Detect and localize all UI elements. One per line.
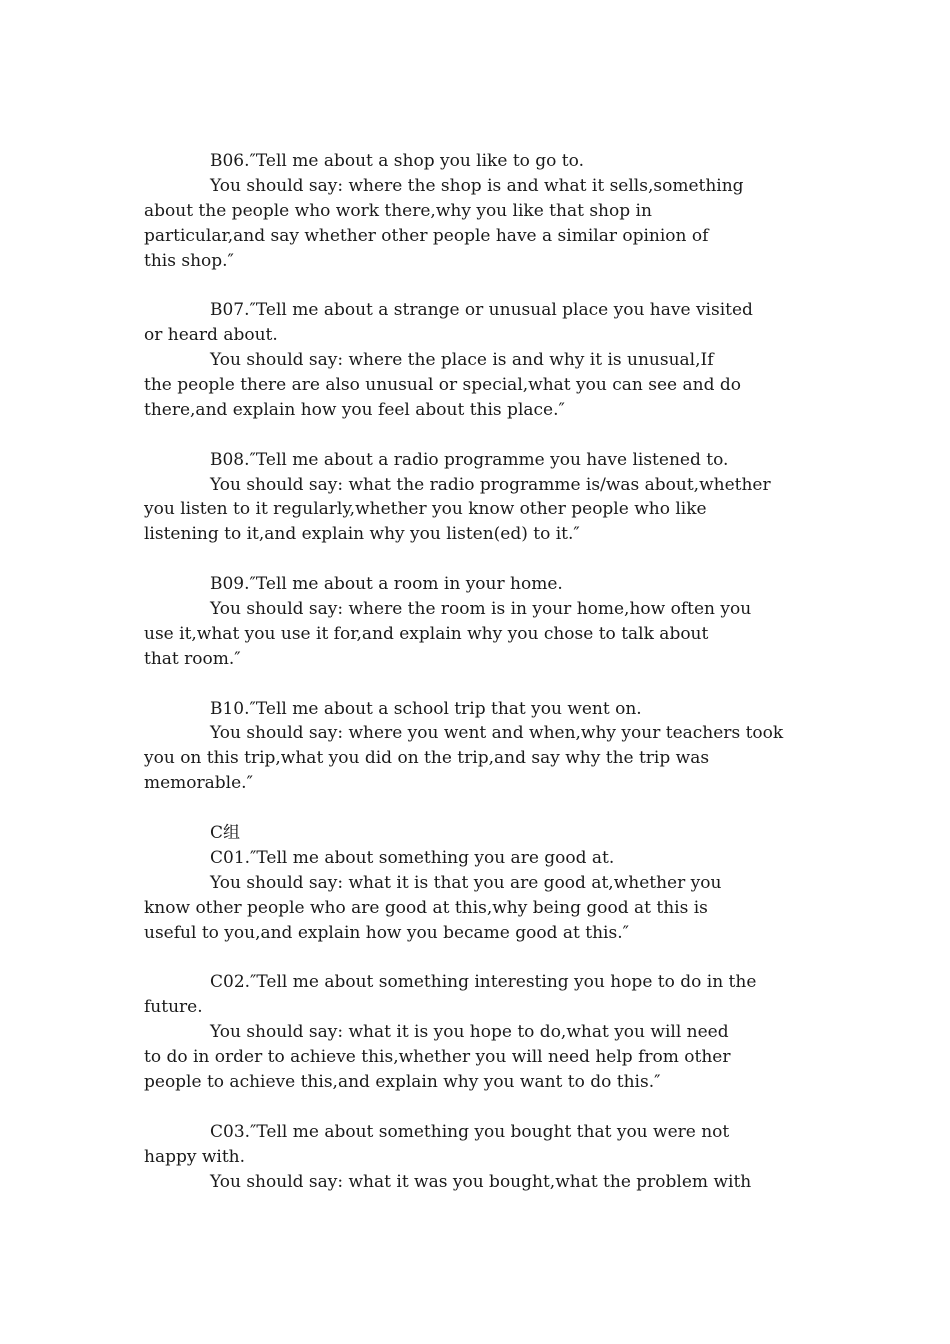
text-line: or heard about. [144,325,278,346]
text-line: to do in order to achieve this,whether you will need help from other [144,1047,731,1068]
text-line: you listen to it regularly,whether you know other people who like [144,499,707,520]
text-line: useful to you,and explain how you became good at this.″ [144,922,629,943]
text-line: B09.″Tell me about a room in your home. [210,574,563,595]
text-line: B08.″Tell me about a radio programme you have listened to. [210,449,729,470]
text-line: people to achieve this,and explain why you want to do this.″ [144,1071,661,1092]
text-line: You should say: what it is that you are good at,whether you [210,872,722,893]
question-c02 [144,970,814,1094]
text-line: C03.″Tell me about something you bought that you were not [210,1121,730,1142]
question-b10 [144,697,814,797]
paragraph-spacer [144,273,814,298]
paragraph-spacer [144,1095,814,1120]
question-c03 [144,1120,814,1195]
paragraph-spacer [144,423,814,448]
text-line: the people there are also unusual or special,what you can see and do [144,375,741,396]
text-line: You should say: where the room is in your home,how often you [210,599,752,620]
text-line: this shop.″ [144,250,234,271]
paragraph-spacer [144,946,814,971]
text-line: listening to it,and explain why you listen(ed) to it.″ [144,524,580,545]
text-line: B07.″Tell me about a strange or unusual place you have visited [210,300,753,321]
question-c01 [144,821,814,945]
paragraph-spacer [144,547,814,572]
text-line: You should say: what the radio programme is/was about,whether [210,474,771,495]
text-line: You should say: what it is you hope to do,what you will need [210,1022,729,1043]
text-line: B06.″Tell me about a shop you like to go to. [210,151,584,171]
text-line: particular,and say whether other people have a similar opinion of [144,225,709,246]
question-b08 [144,448,814,548]
paragraph-spacer [144,672,814,697]
text-line: You should say: where the place is and why it is unusual,If [210,350,714,371]
text-line: C02.″Tell me about something interesting you hope to do in the [210,972,757,993]
document-body [144,149,814,1194]
paragraph-spacer [144,796,814,821]
text-line: you on this trip,what you did on the trip,and say why the trip was [144,748,710,769]
text-line: use it,what you use it for,and explain why you chose to talk about [144,623,709,644]
text-line: C组 [210,823,241,844]
text-line: about the people who work there,why you like that shop in [144,200,652,221]
text-line: memorable.″ [144,773,253,794]
text-line: future. [144,997,203,1018]
text-line: B10.″Tell me about a school trip that you went on. [210,698,642,719]
text-line: You should say: where the shop is and what it sells,something [210,175,744,196]
question-b07 [144,298,814,422]
question-b09 [144,572,814,672]
text-line: know other people who are good at this,why being good at this is [144,897,708,918]
question-b06 [144,149,814,273]
text-line: that room.″ [144,648,241,669]
text-line: You should say: where you went and when,why your teachers took [210,723,784,744]
text-line: C01.″Tell me about something you are good at. [210,847,615,868]
text-line: there,and explain how you feel about this place.″ [144,399,565,420]
text-line: happy with. [144,1146,246,1167]
text-line: You should say: what it was you bought,what the problem with [210,1171,752,1192]
